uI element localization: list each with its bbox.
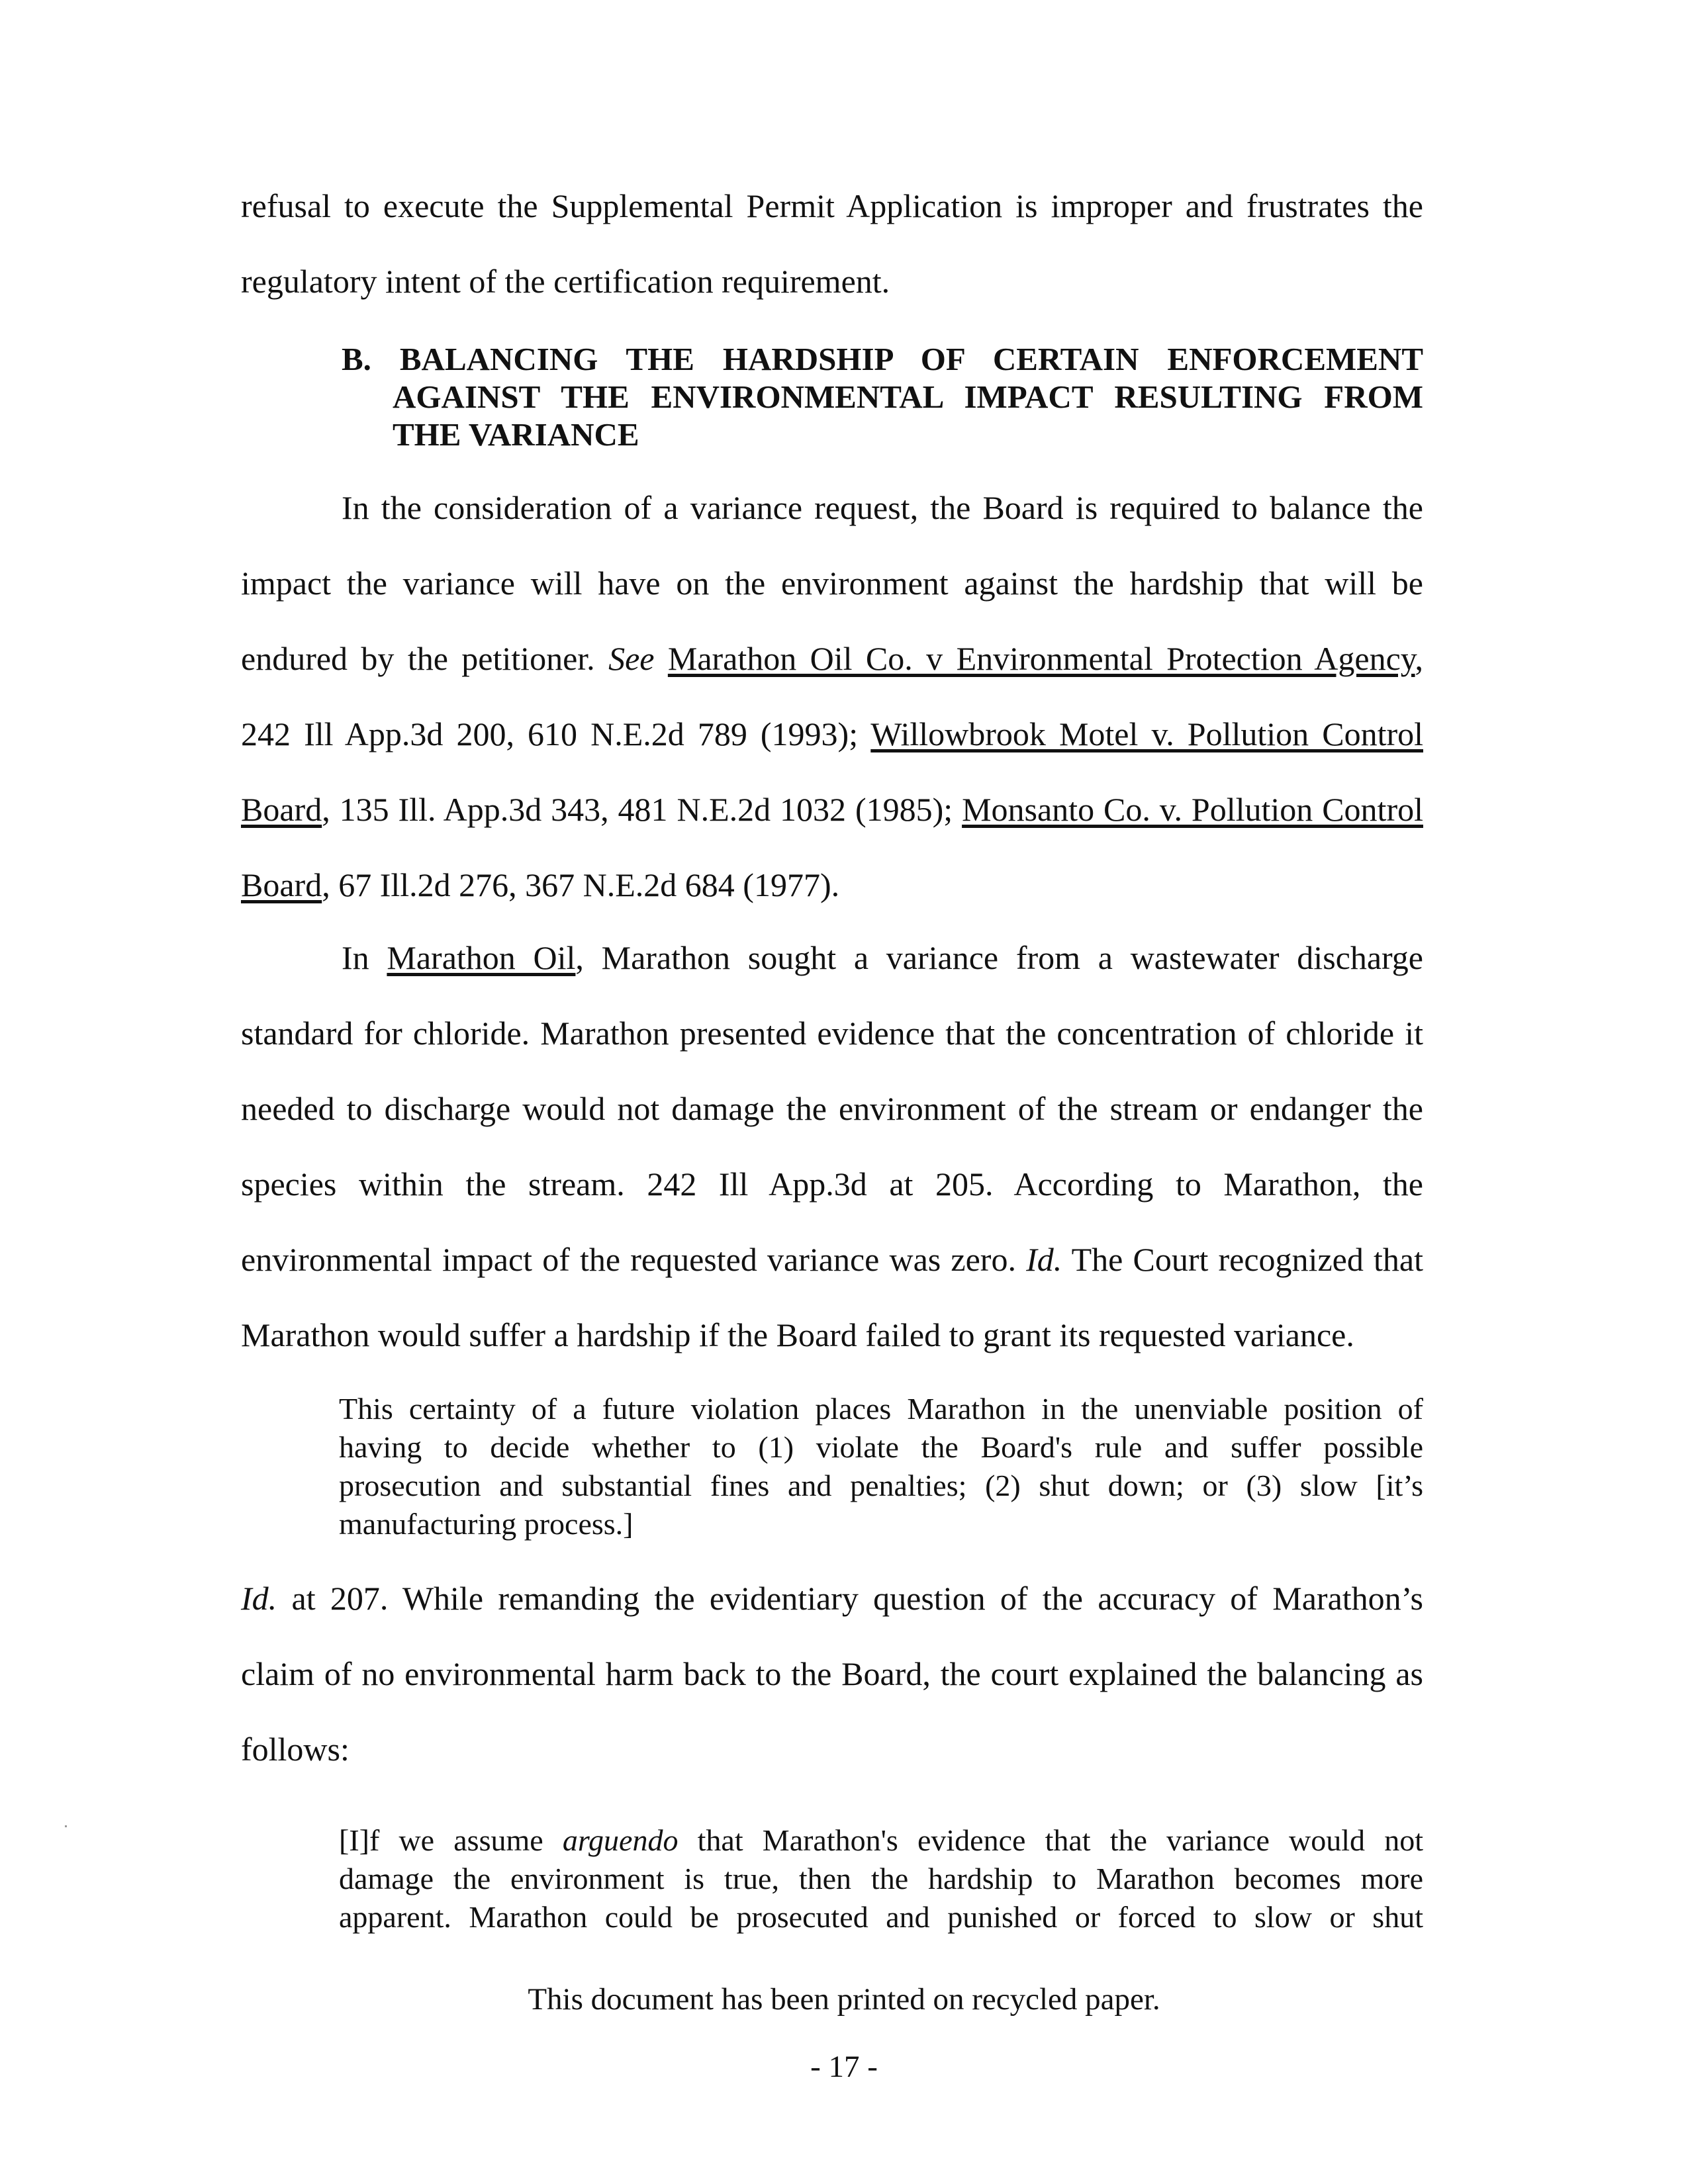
case-citation: Willowbrook Motel v. Pollution Control (870, 715, 1423, 752)
text-run: The Court recognized that (1071, 1241, 1423, 1278)
quote-line: damage the environment is true, then the hardship to Marathon becomes more (339, 1862, 1423, 1895)
body-line (241, 1240, 1423, 1279)
signal-id: Id. (1026, 1241, 1062, 1278)
block-quote (339, 1390, 1423, 1543)
latin-term: arguendo (562, 1823, 679, 1857)
case-citation: Marathon Oil (387, 939, 576, 976)
heading-line: THE VARIANCE (393, 416, 639, 453)
text-run: In (342, 939, 387, 976)
text-run: environmental impact of the requested variance was zero. (241, 1241, 1027, 1278)
heading-line: AGAINST THE ENVIRONMENTAL IMPACT RESULTING FROM (393, 379, 1423, 415)
text-run: at 207. While remanding the evidentiary question of the accuracy of Marathon’s (291, 1580, 1423, 1617)
body-line (241, 1579, 1423, 1617)
body-line: refusal to execute the Supplemental Permit Application is improper and frustrates the (241, 187, 1423, 224)
body-line (241, 790, 1423, 829)
body-line: species within the stream. 242 Ill App.3d at 205. According to Marathon, the (241, 1165, 1423, 1203)
case-citation: Board (241, 866, 322, 903)
quote-line: apparent. Marathon could be prosecuted and punished or forced to slow or shut (339, 1900, 1423, 1934)
body-line: claim of no environmental harm back to the Board, the court explained the balancing as (241, 1655, 1423, 1692)
margin-mark (65, 1825, 67, 1827)
case-citation: Board (241, 791, 322, 828)
text-run: , Marathon sought a variance from a wastewater discharge (575, 939, 1423, 976)
text-run: 242 Ill App.3d 200, 610 N.E.2d 789 (1993); (241, 715, 871, 752)
body-line (241, 866, 1423, 904)
case-citation: Marathon Oil Co. v Environmental Protection Agency (667, 640, 1415, 677)
text-run: endured by the petitioner. (241, 640, 609, 677)
body-line: standard for chloride. Marathon presented evidence that the concentration of chloride it (241, 1015, 1423, 1052)
body-line: impact the variance will have on the environment against the hardship that will be (241, 565, 1423, 602)
text-run: that Marathon's evidence that the variance would not (697, 1823, 1424, 1857)
text-run: , 135 Ill. App.3d 343, 481 N.E.2d 1032 (1985); (322, 791, 962, 828)
quote-line: having to decide whether to (1) violate the Board's rule and suffer possible (339, 1430, 1423, 1464)
text-run: , 67 Ill.2d 276, 367 N.E.2d 684 (1977). (322, 866, 840, 903)
body-line (342, 938, 1423, 977)
signal-id: Id. (241, 1580, 277, 1617)
block-quote (339, 1821, 1423, 1936)
quote-line: prosecution and substantial fines and penalties; (2) shut down; or (3) slow [it’s (339, 1469, 1423, 1502)
quote-line: This certainty of a future violation places Marathon in the unenviable position of (339, 1392, 1423, 1426)
body-line (241, 715, 1423, 753)
body-line: follows: (241, 1731, 350, 1768)
heading-line: B. BALANCING THE HARDSHIP OF CERTAIN ENFORCEMENT (342, 341, 1423, 377)
section-heading (342, 340, 1423, 453)
quote-line (339, 1821, 1423, 1860)
body-line: needed to discharge would not damage the environment of the stream or endanger the (241, 1090, 1423, 1127)
page-number: - 17 - (810, 2050, 878, 2084)
signal-see: See (608, 640, 655, 677)
text-run: [I]f we assume (339, 1823, 563, 1857)
recycled-paper-note: This document has been printed on recycled paper. (528, 1982, 1160, 2017)
case-citation: Monsanto Co. v. Pollution Control (962, 791, 1423, 828)
quote-line: manufacturing process.] (339, 1507, 633, 1541)
text-run: , (1415, 640, 1424, 677)
body-line: In the consideration of a variance request, the Board is required to balance the (342, 489, 1423, 526)
body-line: Marathon would suffer a hardship if the Board failed to grant its requested variance. (241, 1316, 1354, 1353)
body-line: regulatory intent of the certification requirement. (241, 263, 890, 300)
body-line (241, 639, 1423, 678)
